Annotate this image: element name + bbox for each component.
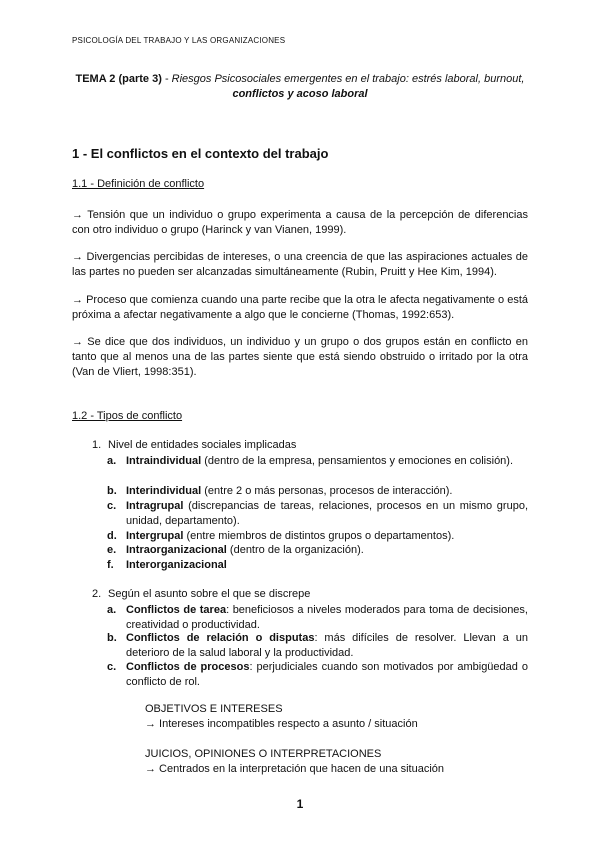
sublist-text: : más difíciles de resolver. Llevan a un deterioro de la salud laboral y la productividad. (126, 632, 528, 659)
definition-paragraph: → Tensión que un individuo o grupo experimenta a causa de la percepción de diferencias con otro individuo o grupo (Harinck y van Vianen, 1999). (72, 209, 528, 236)
definition-paragraph: → Divergencias percibidas de intereses, o una creencia de que las aspiraciones actuales de las partes no pueden ser alcanzadas simultáneamente (Rubin, Pruitt y Hee Kim, 1994). (72, 251, 528, 278)
sublist-key: Conflictos de tarea (126, 604, 227, 616)
topic-subtitle: Riesgos Psicosociales emergentes en el trabajo: estrés laboral, burnout, (171, 73, 525, 85)
page-number: 1 (296, 797, 304, 811)
sublist-item (107, 499, 528, 529)
section-1-1-title: 1.1 - Definición de conflicto (72, 178, 205, 190)
sublist-item (107, 631, 528, 661)
sublist-item (107, 543, 528, 558)
sublist-key: Intraindividual (126, 455, 202, 467)
sublist-marker: e. (107, 544, 117, 556)
sublist-key: Intergrupal (126, 530, 184, 542)
list-number: 1. (92, 439, 102, 451)
sublist-marker: d. (107, 530, 117, 542)
list-label: Según el asunto sobre el que se discrepe (108, 588, 311, 600)
sublist-item (107, 603, 528, 633)
topic-heading (72, 72, 528, 102)
sublist-key: Intragrupal (126, 500, 184, 512)
sublist-marker: a. (107, 604, 117, 616)
running-header: PSICOLOGÍA DEL TRABAJO Y LAS ORGANIZACIONES (72, 36, 286, 45)
objetivos-text: → Intereses incompatibles respecto a asunto / situación (145, 718, 418, 730)
topic-separator: - (161, 73, 172, 85)
sublist-text: (discrepancias de tareas, relaciones, procesos en un mismo grupo, unidad, departamento). (126, 500, 528, 527)
sublist-item (107, 660, 528, 690)
sublist-item (107, 529, 528, 544)
sublist-item (107, 454, 528, 469)
sublist-item (107, 558, 528, 573)
definition-paragraph: → Proceso que comienza cuando una parte recibe que la otra le afecta negativamente o está próxima a afectar negativamente a algo que le concierne (Thomas, 1992:653). (72, 294, 528, 321)
juicios-title: JUICIOS, OPINIONES O INTERPRETACIONES (145, 748, 382, 760)
list-label: Nivel de entidades sociales implicadas (108, 439, 297, 451)
sublist-marker: b. (107, 632, 117, 644)
sublist-text: (dentro de la empresa, pensamientos y emociones en colisión). (201, 455, 514, 467)
sublist-marker: c. (107, 500, 117, 512)
sublist-text: : perjudiciales cuando son motivados por ambigüedad o conflicto de rol. (126, 661, 528, 688)
sublist-text: (entre 2 o más personas, procesos de interacción). (201, 485, 453, 497)
list-number: 2. (92, 588, 102, 600)
sublist-marker: b. (107, 485, 117, 497)
sublist-key: Interorganizacional (126, 559, 227, 571)
sublist-marker: c. (107, 661, 117, 673)
sublist-item (107, 484, 528, 499)
objetivos-title: OBJETIVOS E INTERESES (145, 703, 283, 715)
juicios-text: → Centrados en la interpretación que hacen de una situación (145, 763, 445, 775)
sublist-text: : beneficiosos a niveles moderados para toma de decisiones, creatividad o productividad. (126, 604, 528, 631)
sublist-key: Intraorganizacional (126, 544, 227, 556)
section-1-title: 1 - El conflictos en el contexto del trabajo (72, 146, 329, 161)
sublist-text: (entre miembros de distintos grupos o departamentos). (183, 530, 455, 542)
list-item (92, 439, 296, 451)
sublist-key: Interindividual (126, 485, 202, 497)
sublist-text: (dentro de la organización). (226, 544, 364, 556)
sublist-key: Conflictos de relación o disputas (126, 632, 315, 644)
sublist-key: Conflictos de procesos (126, 661, 250, 673)
section-1-2-title: 1.2 - Tipos de conflicto (72, 410, 183, 422)
topic-label: TEMA 2 (parte 3) (75, 73, 162, 85)
sublist-marker: a. (107, 455, 117, 467)
sublist-marker: f. (107, 559, 114, 571)
definition-paragraph: → Se dice que dos individuos, un individuo y un grupo o dos grupos están en conflicto en tanto que al menos una de las partes siente que está siendo obstruido o irritado por la otra (Van de Vliert, 1998:351). (72, 336, 528, 378)
list-item (92, 588, 310, 600)
topic-subtitle-line2: conflictos y acoso laboral (232, 88, 368, 100)
